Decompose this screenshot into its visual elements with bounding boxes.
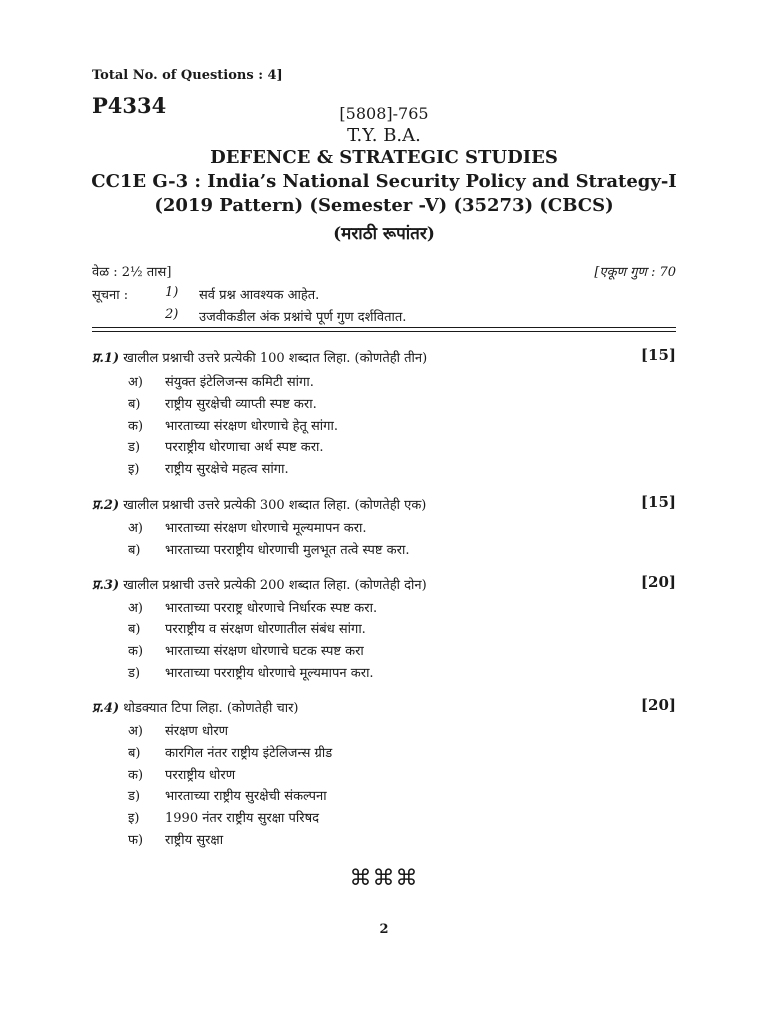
option-text: परराष्ट्रीय व संरक्षण धोरणातील संबंध सांगा. — [165, 622, 366, 637]
option-label: ब) — [128, 746, 141, 761]
option-text: कारगिल नंतर राष्ट्रीय इंटेलिजन्स ग्रीड — [165, 746, 333, 761]
question-number: प्र.2) — [92, 498, 120, 513]
question-text: थोडक्यात टिपा लिहा. (कोणतेही चार) — [123, 701, 299, 716]
total-questions: Total No. of Questions : 4] — [92, 68, 283, 83]
option-text: 1990 नंतर राष्ट्रीय सुरक्षा परिषद — [165, 811, 320, 826]
seat-code: [5808]-765 — [339, 104, 429, 123]
option-label: ब) — [128, 543, 141, 558]
question-marks: [20] — [640, 696, 676, 714]
instruction-number: 1) — [165, 285, 179, 300]
page-number: 2 — [379, 922, 389, 937]
paper-code: P4334 — [92, 93, 167, 118]
divider-rule — [92, 331, 676, 332]
instructions-label: सूचना : — [92, 288, 129, 303]
option-text: राष्ट्रीय सुरक्षेची व्याप्ती स्पष्ट करा. — [165, 397, 317, 412]
option-label: क) — [128, 644, 144, 659]
option-label: ड) — [128, 666, 141, 681]
question-text: खालील प्रश्नाची उत्तरे प्रत्येकी 100 शब्दात लिहा. (कोणतेही तीन) — [123, 351, 428, 366]
question-number: प्र.1) — [92, 351, 120, 366]
option-label: इ) — [128, 811, 140, 826]
option-text: राष्ट्रीय सुरक्षेचे महत्व सांगा. — [165, 462, 289, 477]
option-text: परराष्ट्रीय धोरणाचा अर्थ स्पष्ट करा. — [165, 440, 324, 455]
course-title: T.Y. B.A. — [347, 125, 421, 146]
version-line: (मराठी रूपांतर) — [333, 224, 435, 244]
option-text: भारताच्या परराष्ट्र धोरणाचे निर्धारक स्पष्ट करा. — [165, 601, 378, 616]
option-label: इ) — [128, 462, 140, 477]
instruction-text: सर्व प्रश्न आवश्यक आहेत. — [199, 288, 320, 303]
instruction-number: 2) — [165, 307, 179, 322]
option-label: फ) — [128, 833, 144, 848]
option-text: संरक्षण धोरण — [165, 724, 229, 739]
subject-title: DEFENCE & STRATEGIC STUDIES — [210, 147, 558, 168]
option-text: राष्ट्रीय सुरक्षा — [165, 833, 224, 848]
option-text: संयुक्त इंटेलिजन्स कमिटी सांगा. — [165, 375, 314, 390]
question-number: प्र.4) — [92, 701, 120, 716]
option-label: अ) — [128, 601, 144, 616]
option-label: अ) — [128, 375, 144, 390]
question-heading — [92, 575, 427, 593]
option-label: क) — [128, 768, 144, 783]
option-text: भारताच्या संरक्षण धोरणाचे घटक स्पष्ट करा — [165, 644, 364, 659]
question-heading — [92, 348, 427, 366]
paper-title: CC1E G-3 : India’s National Security Policy and Strategy-I — [91, 171, 677, 192]
divider-rule — [92, 327, 676, 328]
option-text: परराष्ट्रीय धोरण — [165, 768, 236, 783]
option-label: अ) — [128, 724, 144, 739]
option-label: क) — [128, 419, 144, 434]
time-allowed: वेळ : 2½ तास] — [92, 265, 172, 280]
option-text: भारताच्या परराष्ट्रीय धोरणाचे मूल्यमापन करा. — [165, 666, 374, 681]
option-text: भारताच्या परराष्ट्रीय धोरणाची मुलभूत तत्वे स्पष्ट करा. — [165, 543, 410, 558]
option-label: ब) — [128, 622, 141, 637]
option-text: भारताच्या संरक्षण धोरणाचे मूल्यमापन करा. — [165, 521, 367, 536]
pattern-line: (2019 Pattern) (Semester -V) (35273) (CBCS) — [154, 195, 614, 216]
end-mark-icon: ⌘⌘⌘ — [349, 866, 419, 891]
option-label: ड) — [128, 440, 141, 455]
instruction-text: उजवीकडील अंक प्रश्नांचे पूर्ण गुण दर्शवितात. — [199, 310, 407, 325]
option-text: भारताच्या राष्ट्रीय सुरक्षेची संकल्पना — [165, 789, 327, 804]
question-number: प्र.3) — [92, 578, 120, 593]
question-text: खालील प्रश्नाची उत्तरे प्रत्येकी 300 शब्दात लिहा. (कोणतेही एक) — [123, 498, 427, 513]
question-marks: [15] — [640, 493, 676, 511]
option-label: ड) — [128, 789, 141, 804]
question-marks: [20] — [640, 573, 676, 591]
option-label: अ) — [128, 521, 144, 536]
option-text: भारताच्या संरक्षण धोरणाचे हेतू सांगा. — [165, 419, 338, 434]
max-marks: [एकूण गुण : 70 — [594, 265, 676, 280]
question-heading — [92, 698, 298, 716]
question-heading — [92, 495, 426, 513]
option-label: ब) — [128, 397, 141, 412]
question-text: खालील प्रश्नाची उत्तरे प्रत्येकी 200 शब्दात लिहा. (कोणतेही दोन) — [123, 578, 427, 593]
question-marks: [15] — [640, 346, 676, 364]
